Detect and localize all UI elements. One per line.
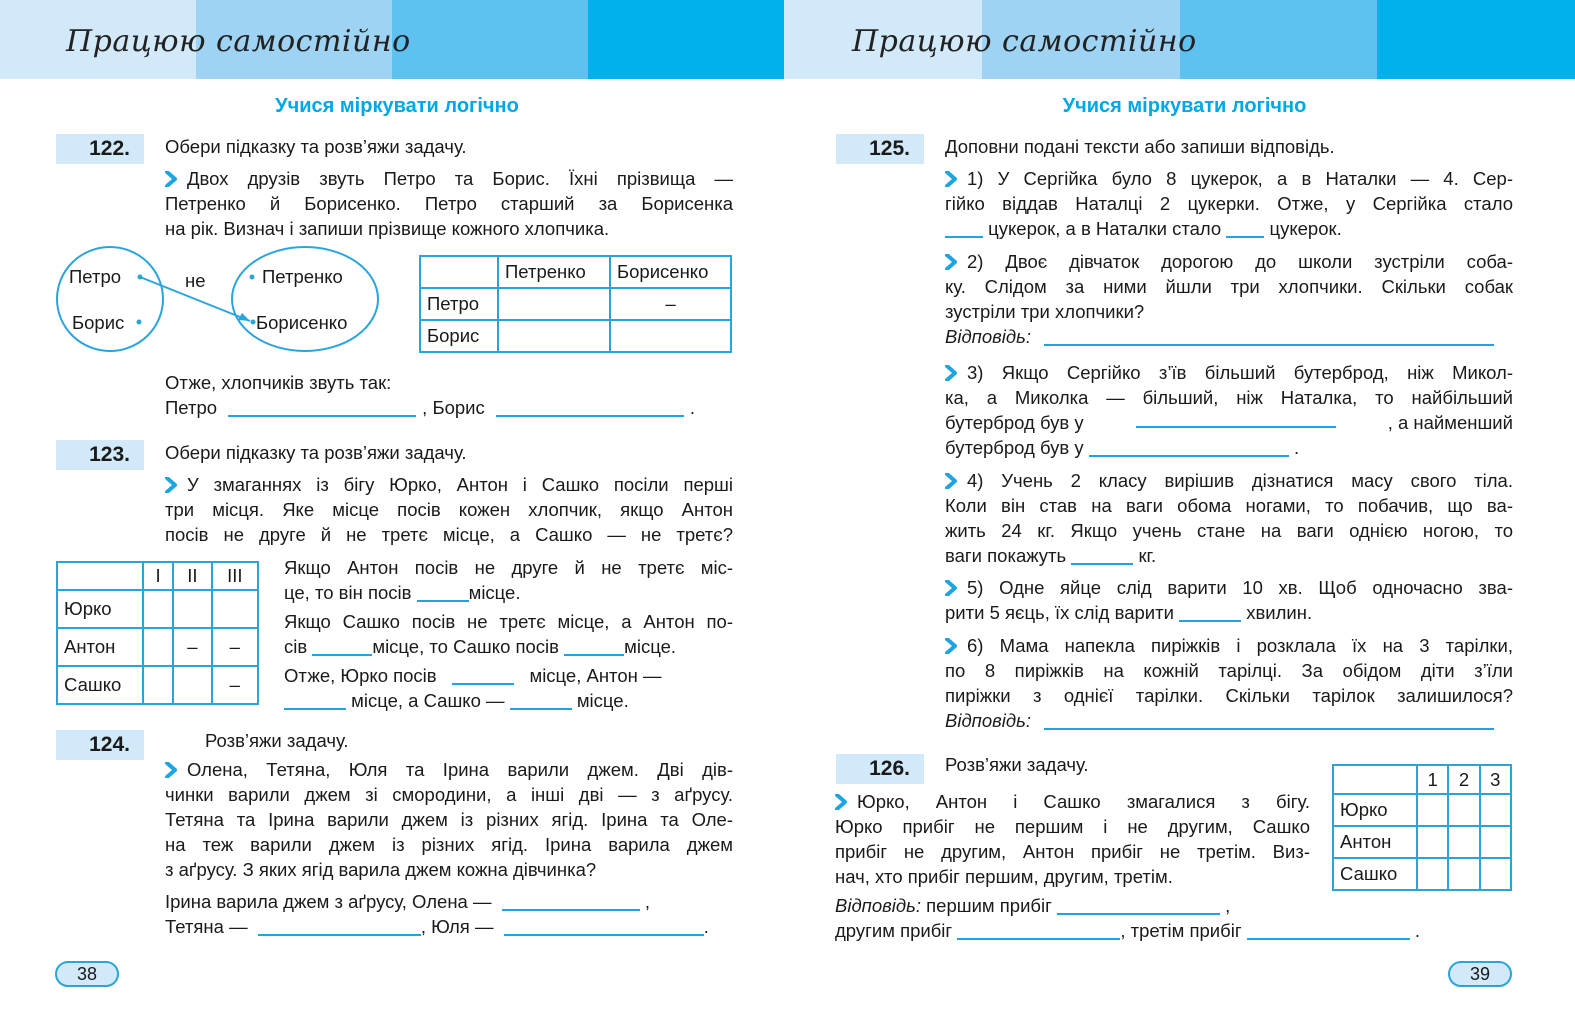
- answer-blank[interactable]: [417, 584, 469, 602]
- answer-line: Відповідь: першим прибіг ,: [835, 895, 1231, 916]
- table-cell[interactable]: –: [212, 628, 258, 666]
- hint-line: це, то він посів місце.: [284, 582, 521, 603]
- table-cell[interactable]: [1448, 794, 1479, 826]
- dot: [137, 320, 142, 325]
- task125-item-4: [945, 468, 1513, 568]
- table-header-cell: II: [173, 562, 211, 590]
- set-item-borysenko: Борисенко: [256, 312, 348, 333]
- table-cell[interactable]: [1417, 826, 1448, 858]
- text-line: бутерброд був у , а найменший: [945, 412, 1513, 433]
- section-title: Учися міркувати логічно: [275, 95, 519, 117]
- task-number: 125.: [836, 134, 924, 164]
- header-title: Працюю самостійно: [66, 24, 411, 59]
- text-line: Юрко, Антон і Сашко змагалися з бігу.: [835, 789, 1310, 814]
- task-number: 126.: [836, 754, 924, 784]
- table-header-cell: 1: [1417, 765, 1448, 794]
- answer-blank[interactable]: [1226, 220, 1264, 238]
- page-header: [784, 0, 1575, 79]
- table-header-cell: Борисенко: [610, 256, 731, 288]
- task125-item-2: [945, 249, 1513, 349]
- answer-label: Відповідь:: [945, 710, 1032, 731]
- answer-blank[interactable]: [496, 399, 684, 417]
- text-line: Коли він став на ваги обома ногами, то побачив, що ва-: [945, 495, 1513, 516]
- header-title: Працюю самостійно: [852, 24, 1197, 59]
- text-line: цукерок, а в Наталки стало цукерок.: [945, 216, 1513, 241]
- table-cell[interactable]: [1417, 858, 1448, 890]
- text-line: чинки варили джем зі смородини, а інші дві — з аґрусу.: [165, 784, 733, 805]
- arrow-label: не: [185, 270, 206, 291]
- text-line: 4) Учень 2 класу вирішив дізнатися масу свого тіла.: [945, 468, 1513, 493]
- hint-line: Якщо Антон посів не друге й не третє міс-: [284, 557, 733, 578]
- right-page: [784, 0, 1575, 1024]
- table-cell[interactable]: –: [610, 288, 731, 320]
- table-cell: [420, 256, 498, 288]
- table-header-cell: Петренко: [498, 256, 610, 288]
- answer-blank[interactable]: [502, 893, 640, 911]
- answer-blank[interactable]: [957, 922, 1120, 940]
- table-row-label: Петро: [420, 288, 498, 320]
- answer-blank[interactable]: [452, 667, 514, 685]
- arrow-head-icon: [238, 313, 250, 321]
- table-cell[interactable]: [498, 320, 610, 352]
- table-row: [1333, 826, 1511, 858]
- task125-item-1: [945, 166, 1513, 241]
- table-cell: [1333, 765, 1417, 794]
- table-row-label: Сашко: [1333, 858, 1417, 890]
- task125-item-5: [945, 575, 1513, 625]
- text-line: ваги покажуть кг.: [945, 545, 1157, 566]
- set-item-petro: Петро: [69, 266, 122, 287]
- table-cell[interactable]: [1448, 858, 1479, 890]
- table-header-cell: 2: [1448, 765, 1479, 794]
- set-item-petrenko: Петренко: [262, 266, 343, 287]
- hint-line: Якщо Сашко посів не третє місце, а Антон по-: [284, 611, 733, 632]
- page-number: 39: [1448, 961, 1512, 987]
- task-text: [165, 472, 733, 547]
- table-row: [57, 628, 258, 666]
- task-instruction: Розв’яжи задачу.: [945, 754, 1089, 775]
- table-cell[interactable]: [1480, 858, 1511, 890]
- left-set-ellipse: [57, 247, 163, 351]
- text-line: Двох друзів звуть Петро та Борис. Їхні прізвища —: [165, 166, 733, 191]
- task-number: 124.: [56, 730, 144, 760]
- task122-table: [419, 255, 732, 353]
- table-cell[interactable]: [143, 590, 173, 628]
- text-line: по 8 пиріжків на кожній тарілці. За обідом діти з’їли: [945, 660, 1513, 681]
- table-row: [420, 288, 731, 320]
- task125-item-6: [945, 633, 1513, 733]
- text-line: три місця. Яке місце посів кожен хлопчик, якщо Антон: [165, 499, 733, 520]
- left-page: [0, 0, 784, 1024]
- answer-blank[interactable]: [1089, 439, 1289, 457]
- answer-blank[interactable]: [258, 918, 421, 936]
- table-cell[interactable]: [212, 590, 258, 628]
- table-cell[interactable]: [610, 320, 731, 352]
- task-instruction: Розв’яжи задачу.: [205, 730, 349, 751]
- answer-blank[interactable]: [504, 918, 704, 936]
- table-cell[interactable]: [173, 590, 211, 628]
- table-row-label: Сашко: [57, 666, 143, 704]
- table-cell: [57, 562, 143, 590]
- text-line: ку. Слідом за ними йшли три хлопчики. Скільки собак: [945, 276, 1513, 297]
- table-row-label: Юрко: [1333, 794, 1417, 826]
- sets-diagram: [54, 244, 384, 356]
- hint-line: місце, а Сашко — місце.: [284, 688, 733, 713]
- task126-table: [1332, 764, 1512, 891]
- table-cell[interactable]: [1448, 826, 1479, 858]
- answer-label: Відповідь:: [835, 895, 922, 916]
- table-header-row: [57, 562, 258, 590]
- answer-line: Петро , Борис .: [165, 397, 696, 418]
- table-cell[interactable]: [143, 628, 173, 666]
- set-item-boris: Борис: [72, 312, 125, 333]
- table-row: [1333, 858, 1511, 890]
- answer-blank[interactable]: [1044, 712, 1494, 730]
- answer-line: Тетяна — , Юля — .: [165, 916, 709, 937]
- answer-line: [945, 324, 1513, 349]
- task-instruction: Обери підказку та розв’яжи задачу.: [165, 442, 467, 463]
- text-line: 1) У Сергійка було 8 цукерок, а в Наталки — 4. Сер-: [945, 166, 1513, 191]
- table-row-label: Борис: [420, 320, 498, 352]
- answer-blank[interactable]: [284, 692, 346, 710]
- answer-line: другим прибіг , третім прибіг .: [835, 920, 1420, 941]
- text-line: на рік. Визнач і запиши прізвище кожного хлопчика.: [165, 218, 610, 239]
- chevron-right-icon: [945, 473, 957, 489]
- text-line: У змаганнях із бігу Юрко, Антон і Сашко посіли перші: [165, 472, 733, 497]
- table-header-cell: 3: [1480, 765, 1511, 794]
- text-line: 2) Двоє дівчаток дорогою до школи зустріли соба-: [945, 249, 1513, 274]
- table-row: [57, 666, 258, 704]
- table-cell[interactable]: [1480, 794, 1511, 826]
- answer-blank[interactable]: [1044, 328, 1494, 346]
- text-line: 3) Якщо Сергійко з’їв більший бутерброд, ніж Микол-: [945, 360, 1513, 385]
- table-row-label: Антон: [1333, 826, 1417, 858]
- answer-line: Ірина варила джем з аґрусу, Олена — ,: [165, 891, 651, 912]
- text-line: рити 5 яєць, їх слід варити хвилин.: [945, 602, 1313, 623]
- text-line: на теж варили джем із різних ягід. Ірина варила джем: [165, 834, 733, 855]
- header-band: [392, 0, 588, 79]
- table-cell[interactable]: [1417, 794, 1448, 826]
- answer-blank[interactable]: [312, 638, 372, 656]
- chevron-right-icon: [835, 794, 847, 810]
- chevron-right-icon: [945, 365, 957, 381]
- task123-hints: [284, 555, 733, 713]
- task-text: [165, 757, 733, 882]
- section-title: Учися міркувати логічно: [1062, 95, 1307, 117]
- text-line: Олена, Тетяна, Юля та Ірина варили джем. Дві дів-: [165, 757, 733, 782]
- header-band: [1180, 0, 1378, 79]
- text-line: 5) Одне яйце слід варити 10 хв. Щоб одночасно зва-: [945, 575, 1513, 600]
- text-line: прибіг не другим, Антон прибіг не третім. Виз-: [835, 841, 1310, 862]
- task-number: 122.: [56, 134, 144, 164]
- table-row: [420, 320, 731, 352]
- answer-blank[interactable]: [510, 692, 572, 710]
- table-header-row: [1333, 765, 1511, 794]
- table-header-row: [420, 256, 731, 288]
- task123-table: [56, 561, 259, 705]
- table-header-cell: III: [212, 562, 258, 590]
- chevron-right-icon: [945, 171, 957, 187]
- answer-blank[interactable]: [1057, 897, 1220, 915]
- task124-answer: [165, 889, 737, 939]
- text-line: посів не друге й не третє місце, а Сашко — не третє?: [165, 524, 733, 545]
- chevron-right-icon: [165, 762, 177, 778]
- text-line: нач, хто прибіг першим, другим, третім.: [835, 866, 1173, 887]
- task126-answer: [835, 893, 1515, 943]
- header-band: [1377, 0, 1575, 79]
- answer-intro: Отже, хлопчиків звуть так:: [165, 372, 392, 393]
- task-number: 123.: [56, 440, 144, 470]
- dot: [251, 320, 256, 325]
- answer-blank[interactable]: [1179, 604, 1241, 622]
- answer-blank[interactable]: [1247, 922, 1410, 940]
- table-cell[interactable]: [498, 288, 610, 320]
- answer-label: Відповідь:: [945, 326, 1032, 347]
- table-header-cell: I: [143, 562, 173, 590]
- task-instruction: Доповни подані тексти або запиши відповідь.: [945, 136, 1335, 157]
- table-cell[interactable]: [1480, 826, 1511, 858]
- dot: [250, 275, 255, 280]
- text-line: з аґрусу. З яких ягід варила джем кожна дівчинка?: [165, 859, 597, 880]
- page-number: 38: [55, 961, 119, 987]
- text-line: бутерброд був у .: [945, 437, 1300, 458]
- text-line: зустріли три хлопчики?: [945, 301, 1145, 322]
- table-cell[interactable]: [173, 666, 211, 704]
- answer-blank[interactable]: [1071, 547, 1133, 565]
- chevron-right-icon: [165, 171, 177, 187]
- task-text: [835, 789, 1310, 889]
- answer-line: [945, 708, 1513, 733]
- answer-blank[interactable]: [945, 220, 983, 238]
- page-header: [0, 0, 784, 79]
- answer-blank[interactable]: [1136, 410, 1336, 428]
- task125-item-3: [945, 360, 1513, 460]
- text-line: пиріжки з однієї тарілки. Скільки тарілок залишилося?: [945, 685, 1513, 706]
- chevron-right-icon: [945, 580, 957, 596]
- header-band: [588, 0, 784, 79]
- table-cell[interactable]: –: [212, 666, 258, 704]
- table-row: [57, 590, 258, 628]
- task-text: [165, 166, 733, 241]
- task-instruction: Обери підказку та розв’яжи задачу.: [165, 136, 467, 157]
- answer-blank[interactable]: [228, 399, 416, 417]
- text-line: жить 24 кг. Якщо учень стане на ваги однією ногою, то: [945, 520, 1513, 541]
- table-cell[interactable]: [143, 666, 173, 704]
- hint-line: сів місце, то Сашко посів місце.: [284, 636, 677, 657]
- chevron-right-icon: [945, 638, 957, 654]
- text-line: гійко віддав Наталці 2 цукерки. Отже, у Сергійка стало: [945, 193, 1513, 214]
- text-line: Юрко прибіг не першим і не другим, Сашко: [835, 816, 1310, 837]
- text-line: 6) Мама напекла пиріжків і розклала їх на 3 тарілки,: [945, 633, 1513, 658]
- right-set-ellipse: [232, 247, 378, 351]
- table-row-label: Антон: [57, 628, 143, 666]
- hint-line: Отже, Юрко посів місце, Антон —: [284, 665, 662, 686]
- chevron-right-icon: [165, 477, 177, 493]
- answer-blank[interactable]: [564, 638, 624, 656]
- text-line: Тетяна та Ірина варили джем із різних ягід. Ірина та Оле-: [165, 809, 733, 830]
- chevron-right-icon: [945, 254, 957, 270]
- table-row: [1333, 794, 1511, 826]
- text-line: ка, а Миколка — більший, ніж Наталка, то найбільший: [945, 387, 1513, 408]
- table-cell[interactable]: –: [173, 628, 211, 666]
- table-row-label: Юрко: [57, 590, 143, 628]
- text-line: Петренко й Борисенко. Петро старший за Борисенка: [165, 193, 733, 214]
